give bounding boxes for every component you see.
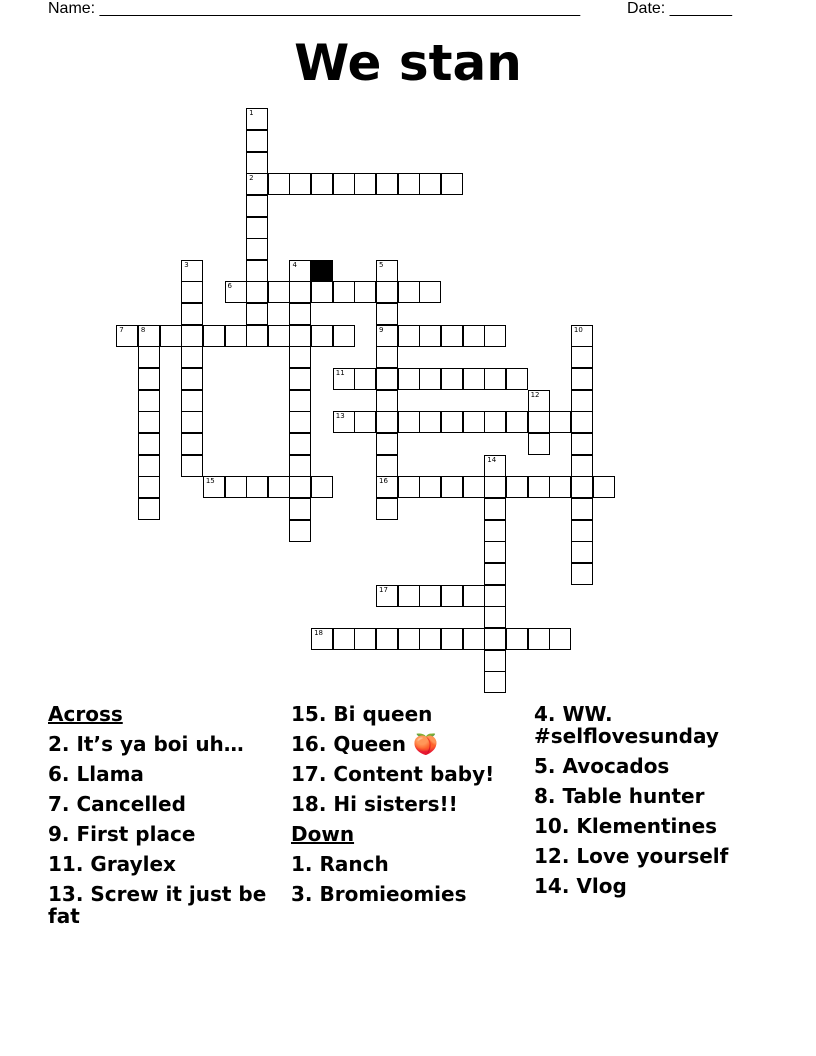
grid-cell[interactable] — [289, 433, 311, 455]
clue-number: 10 — [573, 325, 583, 334]
grid-cell[interactable] — [419, 173, 441, 195]
grid-cell[interactable] — [138, 368, 160, 390]
grid-cell[interactable] — [484, 368, 506, 390]
grid-cell[interactable] — [246, 325, 268, 347]
grid-cell[interactable] — [376, 325, 398, 347]
clue-number: 8 — [140, 325, 146, 334]
grid-cell[interactable] — [354, 173, 376, 195]
grid-cell[interactable] — [246, 195, 268, 217]
grid-cell[interactable] — [181, 303, 203, 325]
grid-cell[interactable] — [138, 498, 160, 520]
clue-item-text: Love yourself — [576, 844, 729, 868]
grid-cell[interactable] — [484, 606, 506, 628]
clue-item-text: Bi queen — [333, 702, 433, 726]
grid-cell[interactable] — [398, 411, 420, 433]
clue-column-3 — [534, 703, 774, 905]
clue-item-text: Hi sisters!! — [333, 792, 458, 816]
clue-item-number: 15. — [291, 702, 327, 726]
clue-item — [534, 875, 774, 897]
clue-number: 12 — [530, 390, 540, 399]
clue-item — [291, 883, 523, 905]
clue-item-text: Vlog — [576, 874, 627, 898]
grid-cell[interactable] — [484, 476, 506, 498]
grid-cell[interactable] — [289, 455, 311, 477]
grid-cell[interactable] — [138, 390, 160, 412]
grid-cell[interactable] — [138, 411, 160, 433]
grid-cell[interactable] — [549, 411, 571, 433]
grid-cell[interactable] — [528, 476, 550, 498]
grid-cell[interactable] — [441, 325, 463, 347]
grid-cell[interactable] — [289, 368, 311, 390]
grid-cell[interactable] — [376, 476, 398, 498]
grid-cell[interactable] — [419, 628, 441, 650]
clue-item-number: 4. — [534, 702, 556, 726]
grid-cell[interactable] — [289, 325, 311, 347]
clue-column-2 — [291, 703, 523, 913]
grid-cell[interactable] — [484, 541, 506, 563]
grid-cell[interactable] — [289, 476, 311, 498]
clue-number: 15 — [205, 477, 215, 486]
grid-cell[interactable] — [484, 585, 506, 607]
name-field[interactable]: Name: ______________________________________________________ — [48, 0, 581, 17]
grid-cell[interactable] — [419, 368, 441, 390]
grid-cell[interactable] — [398, 476, 420, 498]
grid-cell[interactable] — [506, 411, 528, 433]
clue-item — [291, 733, 523, 755]
grid-cell[interactable] — [181, 390, 203, 412]
clue-item-number: 12. — [534, 844, 570, 868]
grid-cell[interactable] — [138, 476, 160, 498]
grid-cell[interactable] — [571, 476, 593, 498]
clue-item — [534, 845, 774, 867]
clue-item-text: Bromieomies — [319, 882, 467, 906]
grid-cell[interactable] — [419, 476, 441, 498]
clue-item-text: Ranch — [319, 852, 389, 876]
grid-cell[interactable] — [289, 346, 311, 368]
grid-cell[interactable] — [441, 585, 463, 607]
grid-cell[interactable] — [311, 476, 333, 498]
grid-cell[interactable] — [289, 303, 311, 325]
grid-cell[interactable] — [289, 498, 311, 520]
grid-cell[interactable] — [268, 476, 290, 498]
grid-cell[interactable] — [571, 411, 593, 433]
grid-cell[interactable] — [246, 152, 268, 174]
clue-item-number: 13. — [48, 882, 84, 906]
grid-cell[interactable] — [289, 411, 311, 433]
grid-cell[interactable] — [246, 238, 268, 260]
clue-item — [48, 883, 280, 927]
grid-cell[interactable] — [484, 325, 506, 347]
clue-number: 9 — [379, 325, 384, 334]
grid-cell[interactable] — [506, 476, 528, 498]
grid-cell[interactable] — [311, 325, 333, 347]
grid-cell[interactable] — [463, 368, 485, 390]
grid-cell[interactable] — [311, 628, 333, 650]
grid-cell[interactable] — [571, 520, 593, 542]
clue-item-number: 3. — [291, 882, 313, 906]
clue-item-text: Avocados — [562, 754, 670, 778]
grid-cell[interactable] — [181, 346, 203, 368]
grid-cell[interactable] — [268, 281, 290, 303]
grid-cell[interactable] — [398, 368, 420, 390]
grid-cell[interactable] — [441, 628, 463, 650]
grid-cell[interactable] — [484, 520, 506, 542]
grid-cell[interactable] — [376, 411, 398, 433]
grid-cell[interactable] — [571, 455, 593, 477]
grid-cell[interactable] — [376, 585, 398, 607]
grid-cell[interactable] — [419, 281, 441, 303]
grid-cell[interactable] — [441, 368, 463, 390]
clue-number: 5 — [379, 260, 384, 269]
grid-cell[interactable] — [225, 281, 247, 303]
clue-column-1 — [48, 703, 280, 935]
grid-cell[interactable] — [246, 173, 268, 195]
grid-cell[interactable] — [289, 390, 311, 412]
grid-cell[interactable] — [376, 260, 398, 282]
grid-cell[interactable] — [354, 281, 376, 303]
grid-cell[interactable] — [571, 563, 593, 585]
grid-cell[interactable] — [181, 411, 203, 433]
grid-cell[interactable] — [441, 411, 463, 433]
grid-cell[interactable] — [549, 628, 571, 650]
grid-cell[interactable] — [376, 173, 398, 195]
clue-item-number: 7. — [48, 792, 70, 816]
clue-item-number: 1. — [291, 852, 313, 876]
clue-item-number: 5. — [534, 754, 556, 778]
clue-item — [534, 703, 774, 747]
clue-item-text: First place — [76, 822, 196, 846]
grid-cell[interactable] — [138, 455, 160, 477]
grid-block — [311, 260, 333, 282]
grid-cell[interactable] — [419, 411, 441, 433]
grid-cell[interactable] — [571, 390, 593, 412]
grid-cell[interactable] — [484, 671, 506, 693]
clue-item-number: 2. — [48, 732, 70, 756]
grid-cell[interactable] — [463, 628, 485, 650]
clue-item-number: 14. — [534, 874, 570, 898]
grid-cell[interactable] — [398, 325, 420, 347]
grid-cell[interactable] — [506, 628, 528, 650]
clue-item — [534, 755, 774, 777]
grid-cell[interactable] — [181, 260, 203, 282]
grid-cell[interactable] — [181, 368, 203, 390]
grid-cell[interactable] — [376, 346, 398, 368]
grid-cell[interactable] — [289, 281, 311, 303]
grid-cell[interactable] — [528, 628, 550, 650]
clue-item-text: Cancelled — [76, 792, 186, 816]
grid-cell[interactable] — [116, 325, 138, 347]
grid-cell[interactable] — [225, 476, 247, 498]
clue-item-text: Table hunter — [562, 784, 705, 808]
clue-item-number: 8. — [534, 784, 556, 808]
grid-cell[interactable] — [528, 411, 550, 433]
clue-item — [48, 793, 280, 815]
grid-cell[interactable] — [138, 433, 160, 455]
grid-cell[interactable] — [181, 433, 203, 455]
grid-cell[interactable] — [376, 368, 398, 390]
clue-item — [48, 763, 280, 785]
grid-cell[interactable] — [398, 281, 420, 303]
clue-number: 17 — [379, 585, 388, 594]
clue-item-text: Queen 🍑 — [333, 732, 438, 756]
clue-number: 2 — [249, 174, 254, 183]
clue-item — [291, 763, 523, 785]
grid-cell[interactable] — [333, 173, 355, 195]
grid-cell[interactable] — [571, 498, 593, 520]
grid-cell[interactable] — [354, 411, 376, 433]
grid-cell[interactable] — [484, 498, 506, 520]
clue-item-text: Content baby! — [333, 762, 495, 786]
grid-cell[interactable] — [528, 390, 550, 412]
grid-cell[interactable] — [571, 541, 593, 563]
grid-cell[interactable] — [246, 130, 268, 152]
grid-cell[interactable] — [181, 325, 203, 347]
grid-cell[interactable] — [160, 325, 182, 347]
grid-cell[interactable] — [571, 433, 593, 455]
grid-cell[interactable] — [354, 628, 376, 650]
grid-cell[interactable] — [463, 411, 485, 433]
grid-cell[interactable] — [354, 368, 376, 390]
grid-cell[interactable] — [506, 368, 528, 390]
grid-cell[interactable] — [419, 585, 441, 607]
clue-item — [291, 793, 523, 815]
grid-cell[interactable] — [484, 455, 506, 477]
grid-cell[interactable] — [246, 281, 268, 303]
grid-cell[interactable] — [268, 325, 290, 347]
grid-cell[interactable] — [138, 325, 160, 347]
grid-cell[interactable] — [571, 368, 593, 390]
clue-number: 13 — [335, 412, 345, 421]
clue-item — [48, 733, 280, 755]
clue-number: 18 — [314, 628, 324, 637]
grid-cell[interactable] — [484, 411, 506, 433]
grid-cell[interactable] — [398, 585, 420, 607]
clue-number: 1 — [249, 109, 254, 118]
clue-item-text: WW. #selflovesunday — [534, 702, 719, 748]
grid-cell[interactable] — [376, 498, 398, 520]
grid-cell[interactable] — [181, 281, 203, 303]
clue-item — [534, 815, 774, 837]
grid-cell[interactable] — [203, 476, 225, 498]
grid-cell[interactable] — [203, 325, 225, 347]
grid-cell[interactable] — [593, 476, 615, 498]
grid-cell[interactable] — [376, 281, 398, 303]
clue-item — [48, 853, 280, 875]
grid-cell[interactable] — [246, 303, 268, 325]
grid-cell[interactable] — [571, 346, 593, 368]
clue-item-number: 11. — [48, 852, 84, 876]
clue-item-number: 9. — [48, 822, 70, 846]
grid-cell[interactable] — [528, 433, 550, 455]
grid-cell[interactable] — [289, 520, 311, 542]
grid-cell[interactable] — [333, 325, 355, 347]
clue-item-text: Klementines — [576, 814, 718, 838]
grid-cell[interactable] — [311, 173, 333, 195]
clue-item-number: 10. — [534, 814, 570, 838]
date-field[interactable]: Date: _______ — [627, 0, 732, 17]
across-heading: Across — [48, 702, 123, 726]
clue-item-text: It’s ya boi uh… — [76, 732, 244, 756]
grid-cell[interactable] — [398, 173, 420, 195]
clue-number: 16 — [379, 477, 388, 486]
grid-cell[interactable] — [463, 325, 485, 347]
grid-cell[interactable] — [311, 281, 333, 303]
grid-cell[interactable] — [376, 433, 398, 455]
grid-cell[interactable] — [225, 325, 247, 347]
clue-item — [291, 853, 523, 875]
grid-cell[interactable] — [181, 455, 203, 477]
clue-number: 4 — [292, 260, 297, 269]
grid-cell[interactable] — [484, 650, 506, 672]
clue-item-text: Graylex — [90, 852, 176, 876]
puzzle-title: We stan — [294, 34, 522, 92]
grid-cell[interactable] — [246, 108, 268, 130]
clue-item — [534, 785, 774, 807]
clue-number: 3 — [184, 260, 189, 269]
clue-number: 11 — [335, 369, 345, 378]
grid-cell[interactable] — [333, 368, 355, 390]
grid-cell[interactable] — [376, 390, 398, 412]
grid-cell[interactable] — [333, 281, 355, 303]
grid-cell[interactable] — [441, 476, 463, 498]
grid-cell[interactable] — [376, 303, 398, 325]
grid-cell[interactable] — [484, 563, 506, 585]
down-heading: Down — [291, 822, 355, 846]
clue-item-number: 17. — [291, 762, 327, 786]
grid-cell[interactable] — [376, 628, 398, 650]
clue-item-number: 16. — [291, 732, 327, 756]
grid-cell[interactable] — [484, 628, 506, 650]
clue-item-number: 18. — [291, 792, 327, 816]
clue-item-number: 6. — [48, 762, 70, 786]
clue-number: 7 — [119, 325, 124, 334]
clue-number: 14 — [487, 455, 497, 464]
grid-cell[interactable] — [268, 173, 290, 195]
grid-cell[interactable] — [463, 585, 485, 607]
clue-item-text: Llama — [76, 762, 144, 786]
clue-item-text: Screw it just be fat — [48, 882, 267, 928]
clue-item — [48, 823, 280, 845]
grid-cell[interactable] — [549, 476, 571, 498]
grid-cell[interactable] — [419, 325, 441, 347]
grid-cell[interactable] — [289, 173, 311, 195]
grid-cell[interactable] — [138, 346, 160, 368]
clue-number: 6 — [227, 282, 232, 291]
grid-cell[interactable] — [246, 260, 268, 282]
grid-cell[interactable] — [246, 217, 268, 239]
grid-cell[interactable] — [333, 411, 355, 433]
grid-cell[interactable] — [376, 455, 398, 477]
grid-cell[interactable] — [571, 325, 593, 347]
grid-cell[interactable] — [441, 173, 463, 195]
grid-cell[interactable] — [289, 260, 311, 282]
clue-item — [291, 703, 523, 725]
grid-cell[interactable] — [333, 628, 355, 650]
grid-cell[interactable] — [398, 628, 420, 650]
grid-cell[interactable] — [463, 476, 485, 498]
grid-cell[interactable] — [246, 476, 268, 498]
